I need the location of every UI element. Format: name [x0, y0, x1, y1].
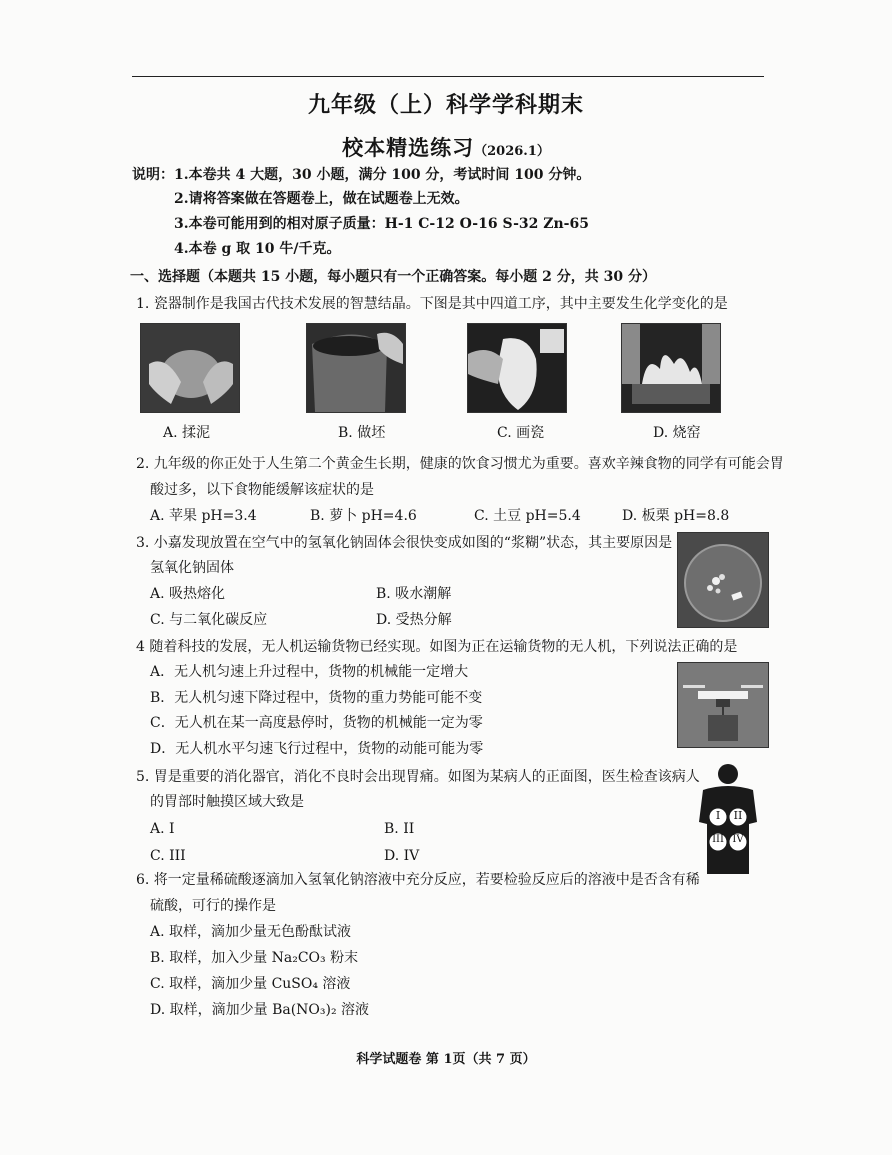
exam-date: （2026.1） [474, 144, 550, 159]
q1-option-c: C. 画瓷 [497, 425, 545, 441]
q3-option-c: C. 与二氧化碳反应 [150, 612, 268, 628]
note-2: 2.请将答案做在答题卷上，做在试题卷上无效。 [174, 191, 469, 207]
region-label-3: III [712, 834, 724, 845]
page-footer: 科学试题卷 第 1页（共 7 页） [356, 1052, 536, 1067]
q5-option-a: A. I [150, 821, 175, 837]
subtitle-text: 校本精选练习 [342, 135, 475, 160]
kneading-clay-image [141, 324, 239, 412]
q6-option-b: B. 取样，加入少量 Na₂CO₃ 粉末 [150, 950, 359, 966]
q3-photo [677, 532, 769, 628]
region-label-2: II [733, 809, 743, 822]
q2-option-a: A. 苹果 pH=3.4 [150, 508, 257, 524]
q1-photo-c [467, 323, 567, 413]
kiln-firing-image [622, 324, 720, 412]
q6-stem-line1: 6. 将一定量稀硫酸逐滴加入氢氧化钠溶液中充分反应，若要检验反应后的溶液中是否含有稀 [136, 872, 700, 888]
q1-option-a: A. 揉泥 [163, 425, 211, 441]
section-heading: 一、选择题（本题共 15 小题，每小题只有一个正确答案。每小题 2 分，共 30 分） [130, 269, 656, 285]
q4-photo [677, 662, 769, 748]
q3-option-b: B. 吸水潮解 [376, 586, 452, 602]
q3-option-d: D. 受热分解 [376, 612, 452, 628]
q2-stem-line1: 2. 九年级的你正处于人生第二个黄金生长期，健康的饮食习惯尤为重要。喜欢辛辣食物的同学有可能会胃 [136, 456, 784, 472]
q5-option-b: B. II [384, 821, 415, 837]
sodium-hydroxide-dish-image [678, 533, 768, 627]
q5-stem-line1: 5. 胃是重要的消化器官，消化不良时会出现胃痛。如图为某病人的正面图，医生检查该病人 [136, 769, 700, 785]
q1-photo-a [140, 323, 240, 413]
q6-stem-line2: 硫酸，可行的操作是 [150, 898, 276, 914]
q2-option-b: B. 萝卜 pH=4.6 [310, 508, 417, 524]
q1-stem: 1. 瓷器制作是我国古代技术发展的智慧结晶。下图是其中四道工序，其中主要发生化学变化的是 [136, 296, 728, 312]
q3-stem-line1: 3. 小嘉发现放置在空气中的氢氧化钠固体会很快变成如图的“浆糊”状态，其主要原因是 [136, 535, 673, 551]
q4-option-b: B．无人机匀速下降过程中，货物的重力势能可能不变 [150, 690, 483, 706]
q5-option-d: D. IV [384, 848, 420, 864]
drone-cargo-image [678, 663, 768, 747]
top-rule [132, 76, 764, 77]
q6-option-c: C. 取样，滴加少量 CuSO₄ 溶液 [150, 976, 351, 992]
note-3: 3.本卷可能用到的相对原子质量：H-1 C-12 O-16 S-32 Zn-65 [174, 216, 589, 232]
q1-option-d: D. 烧窑 [653, 425, 701, 441]
torso-diagram [697, 762, 759, 874]
region-label-1: I [715, 809, 721, 822]
page-title: 九年级（上）科学学科期末 [307, 92, 584, 118]
q3-stem-line2: 氢氧化钠固体 [150, 560, 234, 576]
region-label-4: IV [732, 834, 744, 845]
shaping-pot-image [307, 324, 405, 412]
note-4: 4.本卷 g 取 10 牛/千克。 [174, 241, 341, 257]
q4-stem: 4 随着科技的发展，无人机运输货物已经实现。如图为正在运输货物的无人机，下列说法正确的是 [136, 639, 738, 655]
q4-option-d: D．无人机水平匀速飞行过程中，货物的动能可能为零 [150, 741, 484, 757]
q3-option-a: A. 吸热熔化 [150, 586, 226, 602]
q1-option-b: B. 做坯 [338, 425, 386, 441]
q1-photo-d [621, 323, 721, 413]
q5-stem-line2: 的胃部时触摸区域大致是 [150, 794, 304, 810]
page-subtitle [0, 132, 892, 162]
q1-photo-b [306, 323, 406, 413]
q2-stem-line2: 酸过多，以下食物能缓解该症状的是 [150, 482, 374, 498]
notes-label: 说明： [132, 167, 174, 183]
painting-porcelain-image [468, 324, 566, 412]
q2-option-d: D. 板栗 pH=8.8 [622, 508, 730, 524]
q6-option-d: D. 取样，滴加少量 Ba(NO₃)₂ 溶液 [150, 1002, 370, 1018]
q2-option-c: C. 土豆 pH=5.4 [474, 508, 581, 524]
q4-option-a: A．无人机匀速上升过程中，货物的机械能一定增大 [150, 664, 469, 680]
q6-option-a: A. 取样，滴加少量无色酚酞试液 [150, 924, 352, 940]
q5-option-c: C. III [150, 848, 186, 864]
q4-option-c: C．无人机在某一高度悬停时，货物的机械能一定为零 [150, 715, 483, 731]
note-1: 1.本卷共 4 大题，30 小题，满分 100 分，考试时间 100 分钟。 [174, 167, 591, 183]
q5-body-figure [697, 762, 759, 874]
